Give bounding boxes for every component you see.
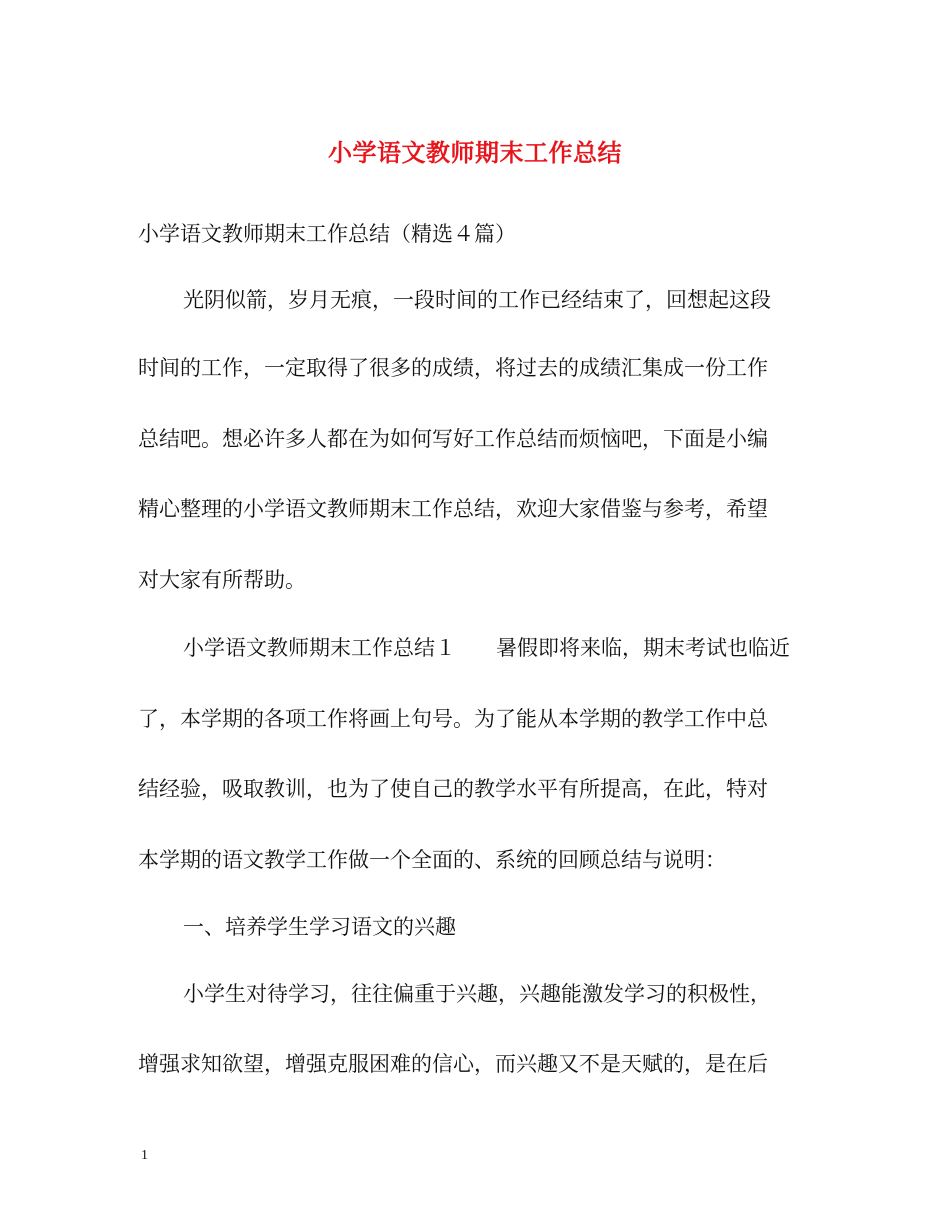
paragraph-line: 小学生对待学习，往往偏重于兴趣，兴趣能激发学习的积极性， <box>183 982 771 1006</box>
paragraph-line: 时间的工作，一定取得了很多的成绩，将过去的成绩汇集成一份工作 <box>138 356 768 380</box>
paragraph-line: 结经验，吸取教训，也为了使自己的教学水平有所提高，在此，特对 <box>138 777 768 801</box>
paragraph-line: 了，本学期的各项工作将画上句号。为了能从本学期的教学工作中总 <box>138 707 768 731</box>
paragraph-line: 精心整理的小学语文教师期末工作总结，欢迎大家借鉴与参考，希望 <box>138 497 768 521</box>
section-heading: 小学语文教师期末工作总结１ <box>183 636 456 660</box>
paragraph-line: 增强求知欲望，增强克服困难的信心，而兴趣又不是天赋的，是在后 <box>138 1052 768 1076</box>
document-title: 小学语文教师期末工作总结 <box>328 138 622 167</box>
paragraph-line: 光阴似箭，岁月无痕，一段时间的工作已经结束了，回想起这段 <box>183 288 771 312</box>
paragraph-line: 本学期的语文教学工作做一个全面的、系统的回顾总结与说明： <box>138 848 726 872</box>
page-number: 1 <box>141 1148 148 1163</box>
paragraph-text: 暑假即将来临，期末考试也临近 <box>496 636 790 660</box>
document-subtitle: 小学语文教师期末工作总结（精选４篇） <box>138 222 516 246</box>
paragraph-line: 对大家有所帮助。 <box>138 568 306 592</box>
part-heading: 一、培养学生学习语文的兴趣 <box>183 915 456 939</box>
paragraph-line: 总结吧。想必许多人都在为如何写好工作总结而烦恼吧，下面是小编 <box>138 427 768 451</box>
section-heading-line <box>183 633 790 663</box>
